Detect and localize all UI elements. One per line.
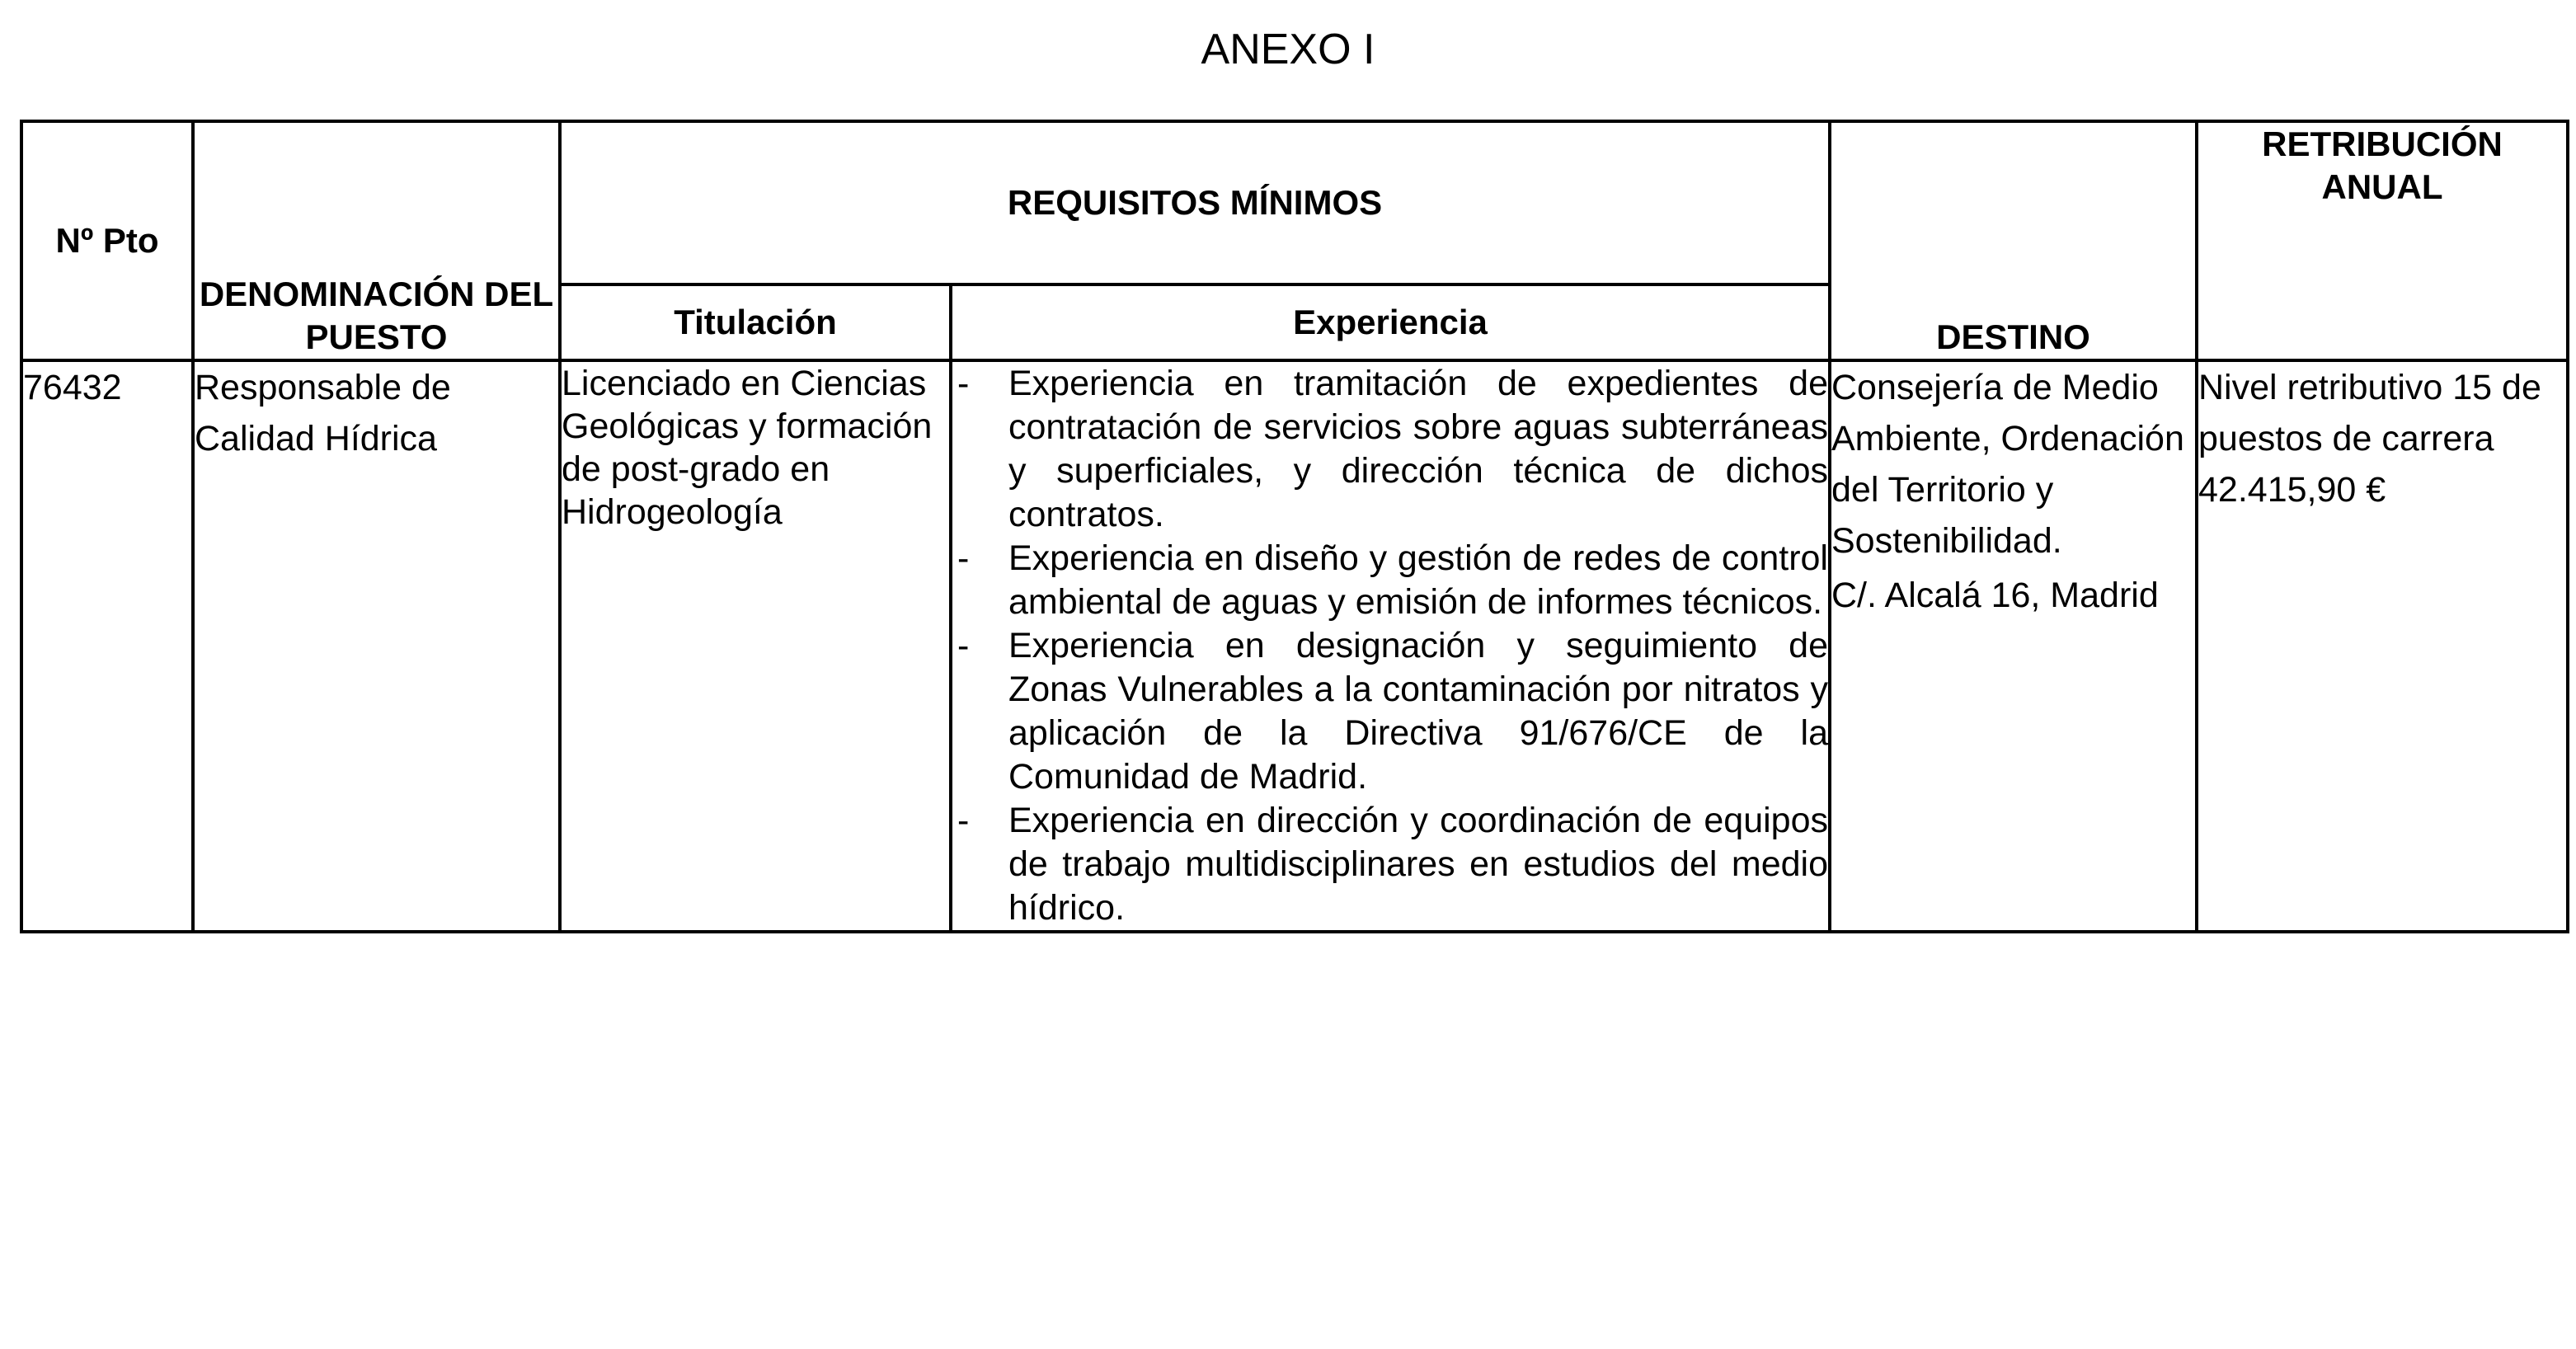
list-bullet: - xyxy=(957,538,970,578)
header-row xyxy=(21,121,2568,284)
list-item xyxy=(952,624,1828,799)
cell-destino xyxy=(1830,360,2197,932)
header-destino: DESTINO xyxy=(1830,121,2197,360)
cell-experiencia xyxy=(951,360,1830,932)
table-row xyxy=(21,360,2568,932)
cell-titulacion: Licenciado en Ciencias Geológicas y formación de post-grado en Hidrogeología xyxy=(560,360,951,932)
document-title: ANEXO I xyxy=(1201,26,1375,73)
experience-text: Experiencia en tramitación de expedientes de contratación de servicios sobre aguas subterráneas y superficiales, y dirección técnica de dichos contratos. xyxy=(1008,364,1828,534)
header-requisitos: REQUISITOS MÍNIMOS xyxy=(560,121,1830,284)
header-npto: Nº Pto xyxy=(21,121,193,360)
list-bullet: - xyxy=(957,626,970,665)
cell-retribucion xyxy=(2197,360,2568,932)
list-item xyxy=(952,537,1828,624)
cell-denominacion: Responsable de Calidad Hídrica xyxy=(193,360,560,932)
header-titulacion: Titulación xyxy=(560,284,951,360)
header-denominacion: DENOMINACIÓN DEL PUESTO xyxy=(193,121,560,360)
experience-list xyxy=(952,362,1828,930)
annex-table xyxy=(20,120,2569,933)
experience-text: Experiencia en dirección y coordinación de equipos de trabajo multidisciplinares en estudios del medio hídrico. xyxy=(1008,801,1828,928)
destino-organismo: Consejería de Medio Ambiente, Ordenación del Territorio y Sostenibilidad. xyxy=(1831,368,2184,561)
destino-direccion: C/. Alcalá 16, Madrid xyxy=(1831,576,2159,615)
header-retribucion: RETRIBUCIÓN ANUAL xyxy=(2197,121,2568,360)
cell-npto: 76432 xyxy=(21,360,193,932)
experience-text: Experiencia en diseño y gestión de redes de control ambiental de aguas y emisión de informes técnicos. xyxy=(1008,538,1828,622)
header-experiencia: Experiencia xyxy=(951,284,1830,360)
list-item xyxy=(952,799,1828,930)
experience-text: Experiencia en designación y seguimiento de Zonas Vulnerables a la contaminación por nitratos y aplicación de la Directiva 91/676/CE de la Comunidad de Madrid. xyxy=(1008,626,1828,797)
retribucion-nivel: Nivel retributivo 15 de puestos de carrera xyxy=(2198,368,2541,458)
list-item xyxy=(952,362,1828,537)
list-bullet: - xyxy=(957,801,970,840)
list-bullet: - xyxy=(957,364,970,403)
retribucion-importe: 42.415,90 € xyxy=(2198,470,2386,510)
